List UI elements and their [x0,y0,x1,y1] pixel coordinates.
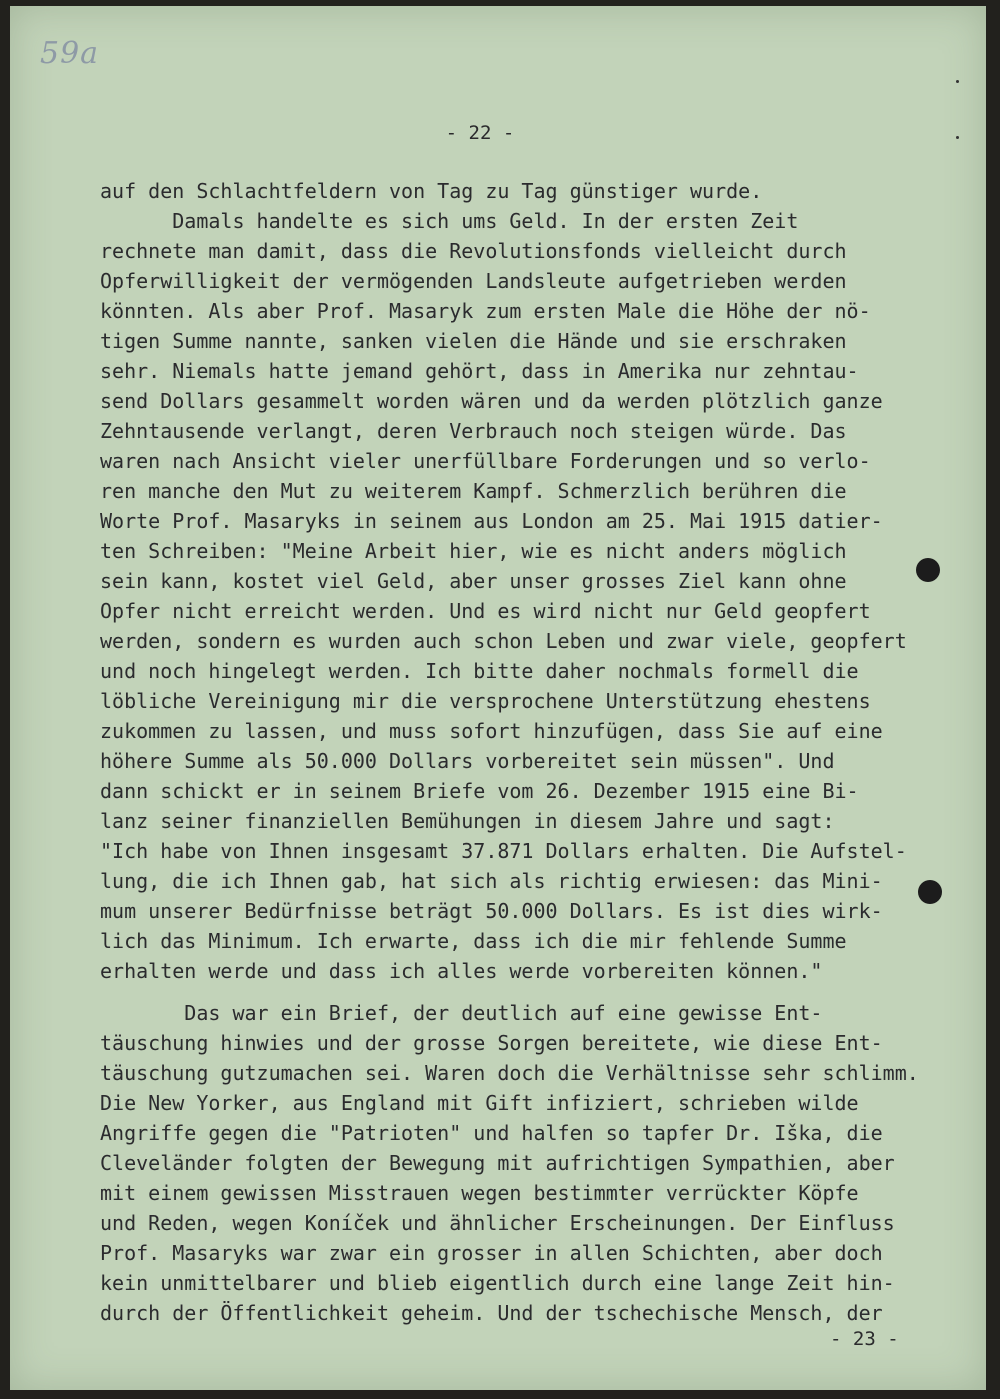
text-line: Die New Yorker, aus England mit Gift infiziert, schrieben wilde [100,1091,859,1115]
margin-dot [956,80,959,83]
text-line: sein kann, kostet viel Geld, aber unser grosses Ziel kann ohne [100,569,847,593]
text-line: Zehntausende verlangt, deren Verbrauch noch steigen würde. Das [100,419,847,443]
text-line: mit einem gewissen Misstrauen wegen bestimmter verrückter Köpfe [100,1181,859,1205]
text-line: Worte Prof. Masaryks in seinem aus London am 25. Mai 1915 datier- [100,509,883,533]
text-line: mum unserer Bedürfnisse beträgt 50.000 Dollars. Es ist dies wirk- [100,899,883,923]
text-line: Opfer nicht erreicht werden. Und es wird nicht nur Geld geopfert [100,599,871,623]
text-line: lung, die ich Ihnen gab, hat sich als richtig erwiesen: das Mini- [100,869,883,893]
text-line: werden, sondern es wurden auch schon Leben und zwar viele, geopfert [100,629,907,653]
text-line: zukommen zu lassen, und muss sofort hinzufügen, dass Sie auf eine [100,719,883,743]
text-line: send Dollars gesammelt worden wären und da werden plötzlich ganze [100,389,883,413]
text-line: kein unmittelbarer und blieb eigentlich durch eine lange Zeit hin- [100,1271,895,1295]
text-line: Prof. Masaryks war zwar ein grosser in allen Schichten, aber doch [100,1241,883,1265]
text-line: rechnete man damit, dass die Revolutionsfonds vielleicht durch [100,239,847,263]
archive-handwritten-mark: 59a [40,36,100,71]
text-line: Das war ein Brief, der deutlich auf eine gewisse Ent- [100,1001,823,1025]
text-line: dann schickt er in seinem Briefe vom 26. Dezember 1915 eine Bi- [100,779,859,803]
punch-hole [918,880,942,904]
margin-dot [956,136,959,139]
text-line: und Reden, wegen Koníček und ähnlicher Erscheinungen. Der Einfluss [100,1211,895,1235]
text-line: Cleveländer folgten der Bewegung mit aufrichtigen Sympathien, aber [100,1151,895,1175]
text-line: lich das Minimum. Ich erwarte, dass ich die mir fehlende Summe [100,929,847,953]
text-line: tigen Summe nannte, sanken vielen die Hände und sie erschraken [100,329,847,353]
page-number: - 22 - [445,122,515,144]
text-line: täuschung hinwies und der grosse Sorgen bereitete, wie diese Ent- [100,1031,883,1055]
text-line: und noch hingelegt werden. Ich bitte daher nochmals formell die [100,659,859,683]
paragraph [100,176,950,986]
paragraph [100,998,950,1328]
text-line: erhalten werde und dass ich alles werde vorbereiten können." [100,959,823,983]
document-page [10,6,986,1390]
text-line: ten Schreiben: "Meine Arbeit hier, wie es nicht anders möglich [100,539,847,563]
text-line: sehr. Niemals hatte jemand gehört, dass in Amerika nur zehntau- [100,359,859,383]
text-line: ren manche den Mut zu weiterem Kampf. Schmerzlich berühren die [100,479,847,503]
text-line: könnten. Als aber Prof. Masaryk zum ersten Male die Höhe der nö- [100,299,871,323]
punch-hole [916,558,940,582]
text-line: Angriffe gegen die "Patrioten" und halfen so tapfer Dr. Iška, die [100,1121,883,1145]
text-line: lanz seiner finanziellen Bemühungen in diesem Jahre und sagt: [100,809,835,833]
text-line: durch der Öffentlichkeit geheim. Und der tschechische Mensch, der [100,1301,883,1325]
typed-body-text [100,176,950,1328]
text-line: höhere Summe als 50.000 Dollars vorbereitet sein müssen". Und [100,749,835,773]
text-line: täuschung gutzumachen sei. Waren doch die Verhältnisse sehr schlimm. [100,1061,919,1085]
paragraph-gap [100,986,950,998]
text-line: Opferwilligkeit der vermögenden Landsleute aufgetrieben werden [100,269,847,293]
text-line: waren nach Ansicht vieler unerfüllbare Forderungen und so verlo- [100,449,871,473]
text-line: Damals handelte es sich ums Geld. In der ersten Zeit [100,209,799,233]
text-line: auf den Schlachtfeldern von Tag zu Tag günstiger wurde. [100,179,763,203]
text-line: "Ich habe von Ihnen insgesamt 37.871 Dollars erhalten. Die Aufstel- [100,839,907,863]
text-line: löbliche Vereinigung mir die versprochene Unterstützung ehestens [100,689,871,713]
next-page-number: - 23 - [830,1328,899,1350]
